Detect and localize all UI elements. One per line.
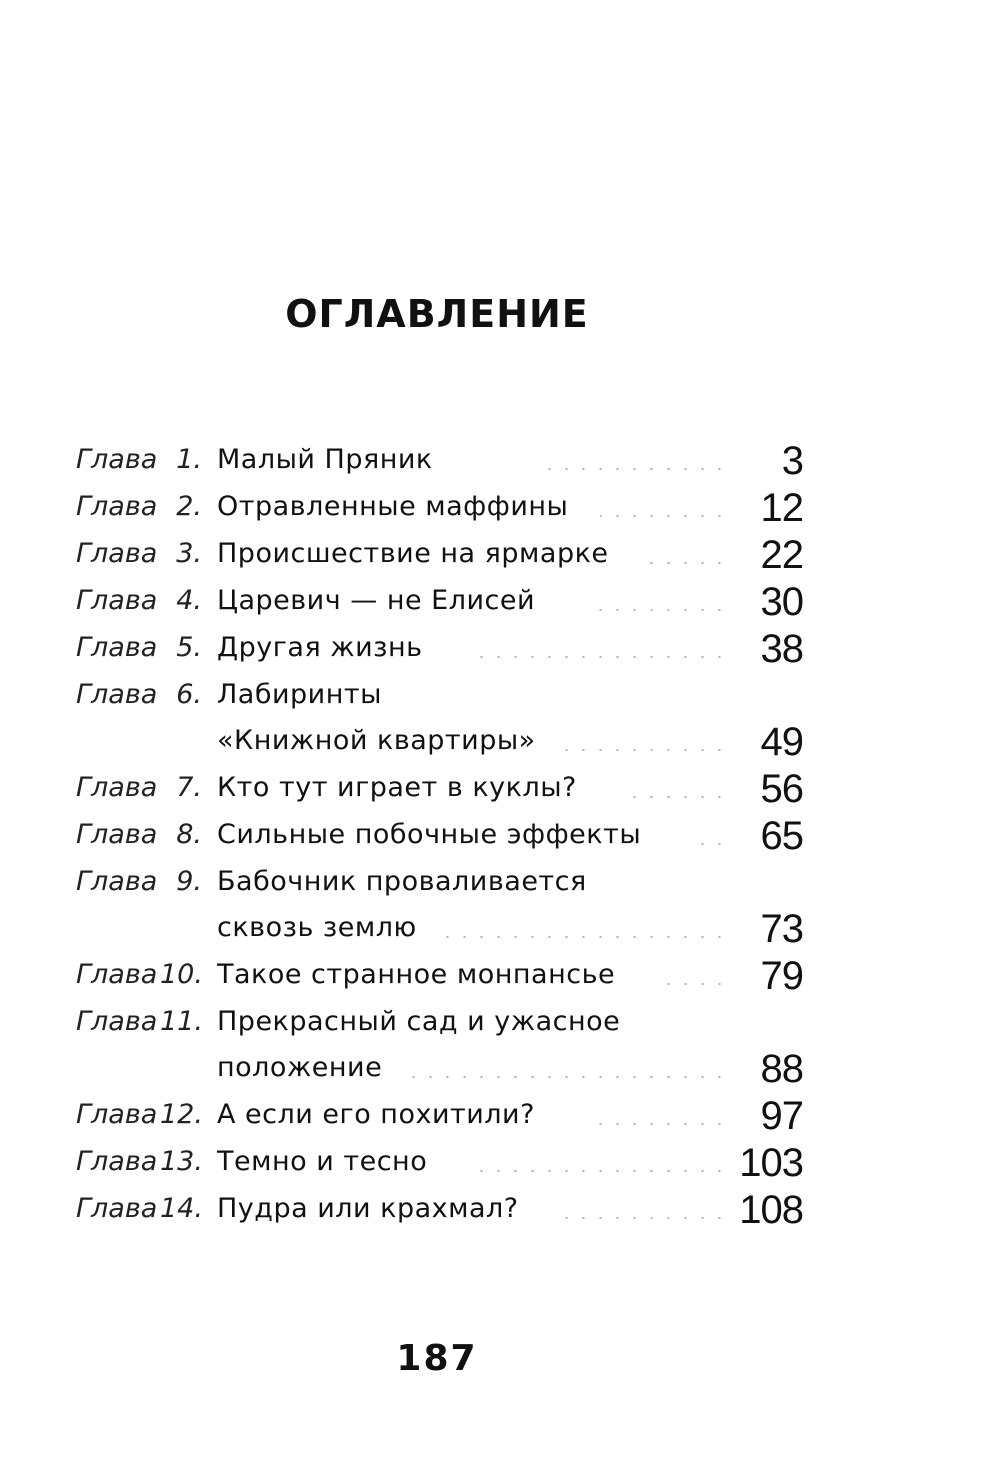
chapter-title: Кто тут играет в куклы? — [217, 772, 577, 803]
page-number: 22 — [760, 533, 803, 577]
chapter-word: Глава — [76, 959, 158, 990]
chapter-number: 11. — [160, 1006, 203, 1037]
dot-leader — [405, 1076, 728, 1078]
dot-leader — [640, 562, 728, 564]
dot-leader — [470, 656, 728, 658]
chapter-title: Царевич — не Елисей — [217, 585, 536, 616]
chapter-title: Малый Пряник — [217, 444, 433, 475]
chapter-title: Лабиринты — [217, 679, 382, 710]
toc-entry — [0, 484, 1000, 531]
chapter-number: 13. — [160, 1146, 203, 1177]
chapter-number: 5. — [176, 632, 202, 663]
toc-entry — [0, 765, 1000, 812]
toc-entry — [0, 812, 1000, 859]
page-number: 56 — [760, 767, 803, 811]
chapter-title: Другая жизнь — [217, 632, 423, 663]
page-folio-number: 187 — [396, 1338, 478, 1379]
page-number: 30 — [760, 580, 803, 624]
dot-leader — [565, 749, 728, 751]
chapter-number: 6. — [176, 679, 202, 710]
chapter-word: Глава — [76, 679, 158, 710]
toc-entry — [0, 625, 1000, 672]
chapter-number: 14. — [160, 1193, 203, 1224]
dot-leader — [540, 468, 728, 470]
toc-entry — [0, 578, 1000, 625]
toc-entry — [0, 437, 1000, 484]
toc-entry — [0, 672, 1000, 765]
chapter-number: 1. — [176, 444, 202, 475]
toc-entry — [0, 531, 1000, 578]
chapter-title: Такое странное монпансье — [217, 959, 616, 990]
chapter-word: Глава — [76, 819, 158, 850]
chapter-title-continuation: сквозь землю — [217, 912, 417, 943]
toc-entry — [0, 1092, 1000, 1139]
chapter-title: Пудра или крахмал? — [217, 1193, 519, 1224]
toc-entry — [0, 1186, 1000, 1233]
chapter-number: 9. — [176, 866, 202, 897]
page-number: 65 — [760, 814, 803, 858]
chapter-title: А если его похитили? — [217, 1099, 535, 1130]
chapter-word: Глава — [76, 538, 158, 569]
dot-leader — [470, 1170, 728, 1172]
page-number: 103 — [739, 1141, 803, 1185]
page-number: 49 — [760, 720, 803, 764]
chapter-number: 3. — [176, 538, 202, 569]
chapter-title: Бабочник проваливается — [217, 866, 587, 897]
chapter-number: 2. — [176, 491, 202, 522]
chapter-title: Отравленные маффины — [217, 491, 569, 522]
dot-leader — [620, 796, 728, 798]
chapter-word: Глава — [76, 772, 158, 803]
chapter-title: Прекрасный сад и ужасное — [217, 1006, 621, 1037]
chapter-word: Глава — [76, 444, 158, 475]
dot-leader — [690, 843, 728, 845]
chapter-title: Сильные побочные эффекты — [217, 819, 642, 850]
chapter-number: 4. — [176, 585, 202, 616]
chapter-number: 12. — [160, 1099, 203, 1130]
chapter-number: 7. — [176, 772, 202, 803]
chapter-title-continuation: положение — [217, 1052, 383, 1083]
page-number: 88 — [760, 1047, 803, 1091]
dot-leader — [555, 1217, 728, 1219]
chapter-word: Глава — [76, 1099, 158, 1130]
page-number: 108 — [739, 1188, 803, 1232]
toc-entry — [0, 1139, 1000, 1186]
table-of-contents — [0, 437, 1000, 1233]
page-number: 12 — [760, 486, 803, 530]
chapter-word: Глава — [76, 632, 158, 663]
page-number: 73 — [760, 907, 803, 951]
toc-entry — [0, 952, 1000, 999]
chapter-title: Темно и тесно — [217, 1146, 428, 1177]
chapter-title: Происшествие на ярмарке — [217, 538, 609, 569]
dot-leader — [590, 609, 728, 611]
toc-entry — [0, 999, 1000, 1092]
chapter-word: Глава — [76, 585, 158, 616]
dot-leader — [600, 515, 728, 517]
page-number: 79 — [760, 954, 803, 998]
page-number: 3 — [781, 439, 803, 483]
dot-leader — [585, 1123, 728, 1125]
page-number: 97 — [760, 1094, 803, 1138]
chapter-number: 8. — [176, 819, 202, 850]
chapter-word: Глава — [76, 491, 158, 522]
chapter-word: Глава — [76, 1006, 158, 1037]
chapter-word: Глава — [76, 866, 158, 897]
chapter-number: 10. — [160, 959, 203, 990]
dot-leader — [660, 983, 728, 985]
page-number: 38 — [760, 627, 803, 671]
chapter-word: Глава — [76, 1193, 158, 1224]
toc-entry — [0, 859, 1000, 952]
chapter-title-continuation: «Книжной квартиры» — [217, 725, 536, 756]
chapter-word: Глава — [76, 1146, 158, 1177]
page-title: ОГЛАВЛЕНИЕ — [285, 292, 589, 336]
dot-leader — [445, 936, 728, 938]
